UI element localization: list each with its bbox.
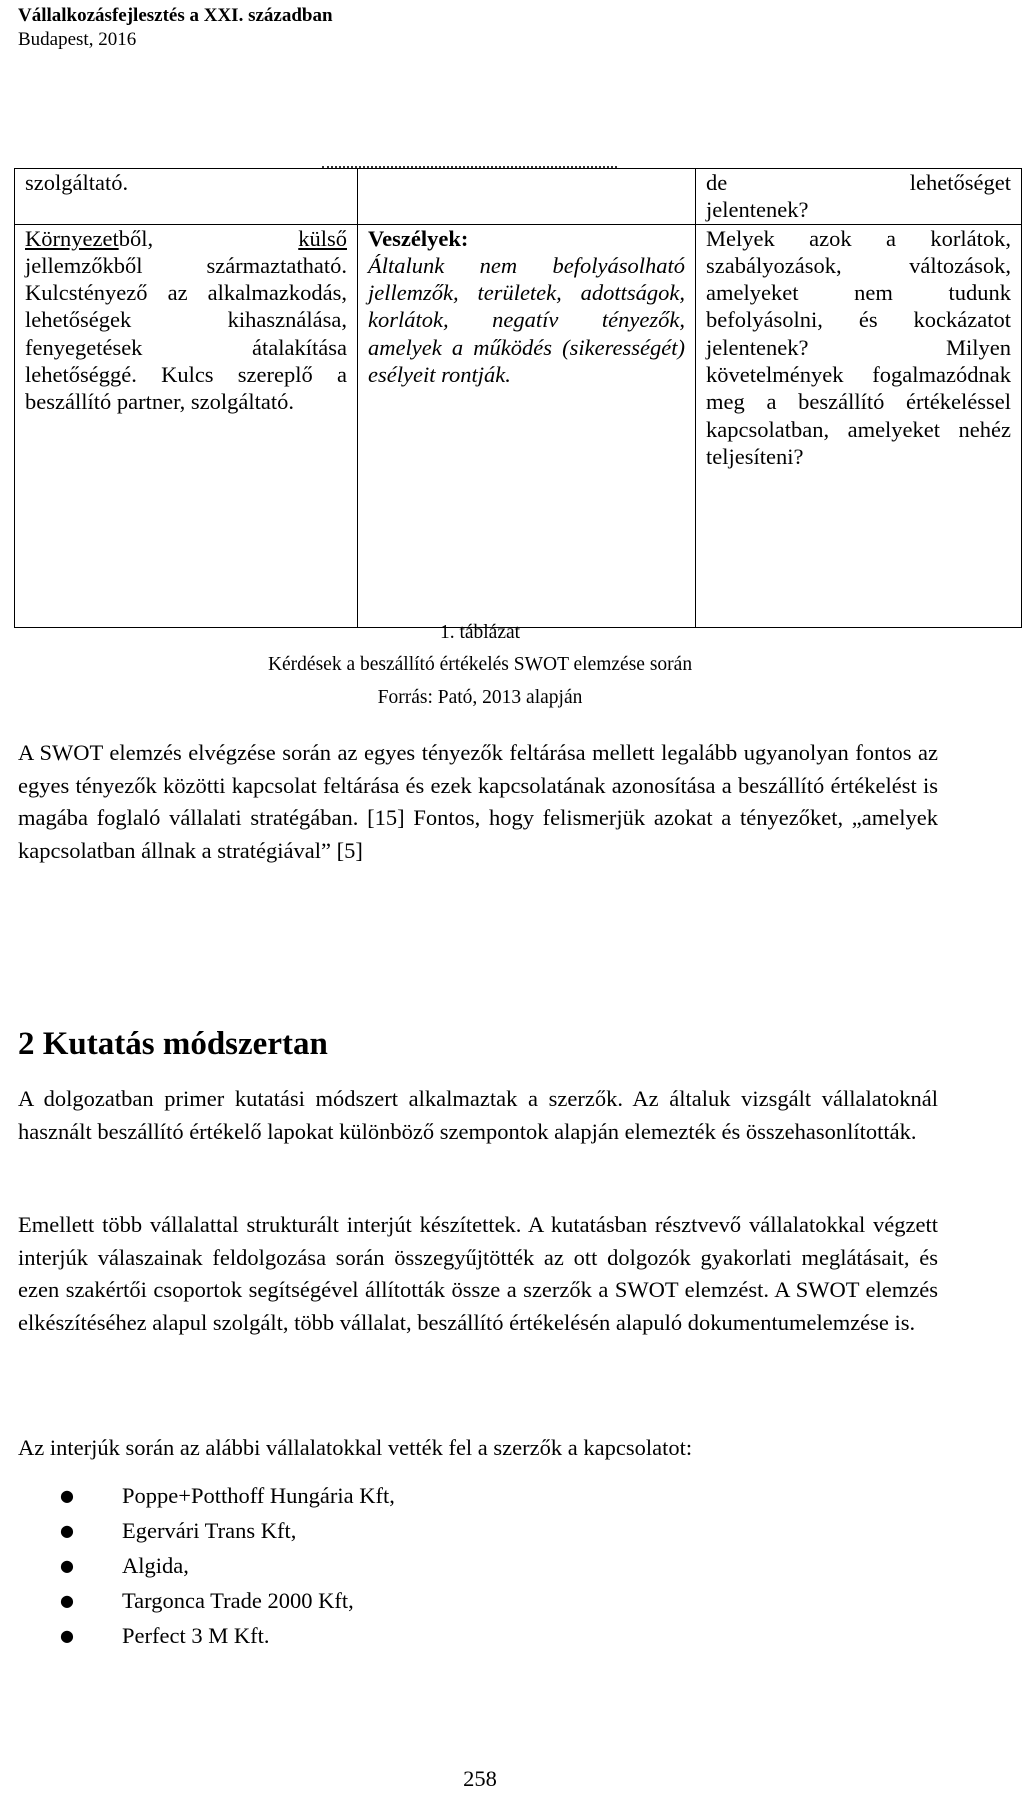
table-cell <box>15 169 358 225</box>
paragraph: A SWOT elemzés elvégzése során az egyes tényezők feltárása mellett legalább ugyanolyan fontos az egyes tényezők közötti kapcsolat feltárása és ezek kapcsolatának azonosítása a beszállító értékelést is magába foglaló vállalati stratégában. [15] Fontos, hogy felismerjük azokat a tényezőket, „amelyek kapcsolatban állnak a stratégiával” [5] <box>18 740 938 863</box>
section-heading: 2 Kutatás módszertan <box>18 1026 328 1062</box>
cell-heading: Veszélyek: <box>368 225 469 251</box>
table-caption-number: 1. táblázat <box>439 622 521 643</box>
list-item: ● Targonca Trade 2000 Kft, <box>60 1583 395 1618</box>
company-list <box>60 1478 395 1653</box>
underlined-term: külső <box>298 225 347 251</box>
cell-text: jellemzőkből származtatható. Kulcstényező az alkalmazkodás, lehetőségek kihasználása, fenyegetések átalakítása lehetőséggé. Kulcs szereplő a beszállító partner, szolgáltató. <box>25 252 347 415</box>
table-cell <box>358 169 696 225</box>
paragraph: Emellett több vállalattal strukturált interjút készítettek. A kutatásban résztvevő vállalatokkal végzett interjúk válaszainak feldolgozása során összegyűjtötték az ott dolgozók gyakorlati meglátásait, és ezen szakértői csoportok segítségével állították össze a szerzők a SWOT elemzést. A SWOT elemzés elkészítéséhez alapul szolgált, több vállalat, beszállító értékelésén alapuló dokumentumelemzése is. <box>18 1212 938 1335</box>
header-title: Vállalkozásfejlesztés a XXI. században <box>18 5 333 26</box>
header-subtitle: Budapest, 2016 <box>18 29 137 50</box>
list-item: ● Algida, <box>60 1548 395 1583</box>
list-item: ● Poppe+Potthoff Hungária Kft, <box>60 1478 395 1513</box>
table-cell <box>696 169 1022 225</box>
cell-word: de <box>706 170 728 195</box>
table-cell <box>15 224 358 627</box>
paragraph: A dolgozatban primer kutatási módszert alkalmaztak a szerzők. Az általuk vizsgált vállalatoknál használt beszállító értékelő lapokat különböző szempontok alapján elemezték és összehasonlították. <box>18 1086 938 1144</box>
page-number: 258 <box>463 1766 497 1791</box>
cell-word: ből, <box>118 225 154 251</box>
table-cell <box>696 224 1022 627</box>
cell-text: jelentenek? <box>706 197 809 223</box>
cell-text: Melyek azok a korlátok, szabályozások, változások, amelyeket nem tudunk befolyásolni, és kockázatot jelentenek? Milyen követelmények fogalmazódnak meg a beszállító értékeléssel kapcsolatban, amelyeket nehéz teljesíteni? <box>706 225 1011 469</box>
table-caption-title: Kérdések a beszállító értékelés SWOT elemzése során <box>267 654 693 675</box>
table-cell <box>358 224 696 627</box>
swot-table <box>14 168 1022 628</box>
cell-text: Általunk nem befolyásolható jellemzők, területek, adottságok, korlátok, negatív tényezők, amelyek a működés (sikerességét) esélyeit rontják. <box>368 252 685 388</box>
paragraph: Az interjúk során az alábbi vállalatokkal vették fel a szerzők a kapcsolatot: <box>18 1435 693 1460</box>
cell-first-line <box>25 225 347 252</box>
cell-text: szolgáltató. <box>25 170 129 195</box>
cell-word: lehetőséget <box>909 170 1011 195</box>
table-row <box>15 224 1022 627</box>
table-caption-source: Forrás: Pató, 2013 alapján <box>377 687 583 708</box>
cell-first-line <box>706 169 1011 196</box>
underlined-term: Környezet <box>25 225 119 251</box>
list-item: ● Perfect 3 M Kft. <box>60 1618 395 1653</box>
list-item: ● Egervári Trans Kft, <box>60 1513 395 1548</box>
table-row <box>15 169 1022 225</box>
running-header <box>18 4 333 52</box>
